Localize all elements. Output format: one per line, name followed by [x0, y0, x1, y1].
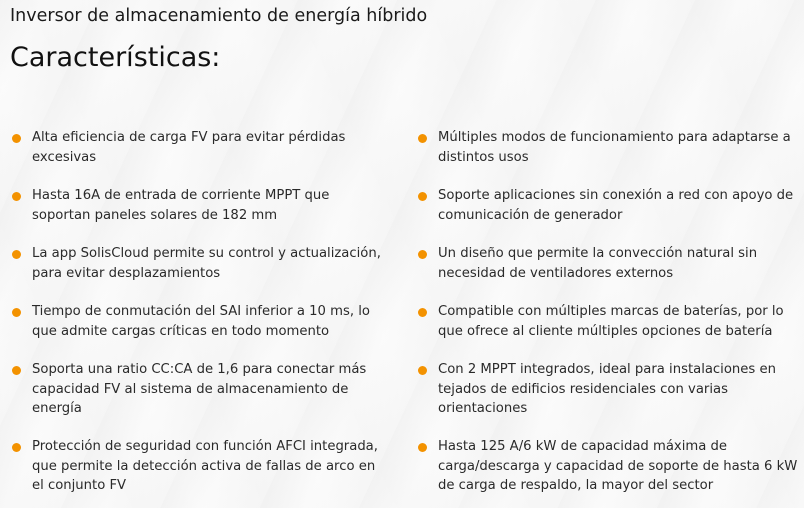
bullet-dot-icon — [418, 443, 427, 452]
page-title: Características: — [10, 42, 221, 73]
feature-text: Un diseño que permite la convección natural sin necesidad de ventiladores externos — [438, 246, 758, 281]
feature-item — [416, 186, 802, 225]
feature-item — [416, 437, 802, 496]
feature-text: La app SolisCloud permite su control y actualización, para evitar desplazamientos — [32, 246, 381, 281]
feature-item — [10, 302, 390, 341]
feature-item — [416, 128, 802, 167]
feature-text: Soporta una ratio CC:CA de 1,6 para conectar más capacidad FV al sistema de almacenamiento de energía — [32, 362, 367, 416]
feature-item — [10, 186, 390, 225]
bullet-dot-icon — [12, 192, 21, 201]
bullet-dot-icon — [12, 308, 21, 317]
bullet-dot-icon — [12, 443, 21, 452]
bullet-dot-icon — [418, 308, 427, 317]
bullet-dot-icon — [418, 366, 427, 375]
feature-item — [10, 360, 390, 419]
bullet-dot-icon — [418, 134, 427, 143]
feature-item — [10, 244, 390, 283]
bullet-dot-icon — [418, 192, 427, 201]
feature-item — [10, 437, 390, 496]
bullet-dot-icon — [12, 250, 21, 259]
feature-text: Hasta 16A de entrada de corriente MPPT que soportan paneles solares de 182 mm — [32, 188, 330, 223]
feature-text: Tiempo de conmutación del SAI inferior a 10 ms, lo que admite cargas críticas en todo momento — [32, 304, 370, 339]
bullet-dot-icon — [418, 250, 427, 259]
feature-text: Compatible con múltiples marcas de baterías, por lo que ofrece al cliente múltiples opciones de batería — [438, 304, 784, 339]
feature-item — [416, 360, 802, 419]
feature-text: Con 2 MPPT integrados, ideal para instalaciones en tejados de edificios residenciales con varias orientaciones — [438, 362, 776, 416]
feature-item — [416, 302, 802, 341]
bullet-dot-icon — [12, 134, 21, 143]
feature-text: Hasta 125 A/6 kW de capacidad máxima de carga/descarga y capacidad de soporte de hasta 6 kW de carga de respaldo, la mayor del sector — [438, 439, 798, 493]
page-subtitle: Inversor de almacenamiento de energía híbrido — [10, 6, 428, 26]
bullet-dot-icon — [12, 366, 21, 375]
feature-text: Protección de seguridad con función AFCI integrada, que permite la detección activa de fallas de arco en el conjunto FV — [32, 439, 378, 493]
feature-item — [10, 128, 390, 167]
feature-item — [416, 244, 802, 283]
feature-text: Alta eficiencia de carga FV para evitar pérdidas excesivas — [32, 130, 346, 165]
feature-text: Soporte aplicaciones sin conexión a red con apoyo de comunicación de generador — [438, 188, 794, 223]
feature-text: Múltiples modos de funcionamiento para adaptarse a distintos usos — [438, 130, 791, 165]
